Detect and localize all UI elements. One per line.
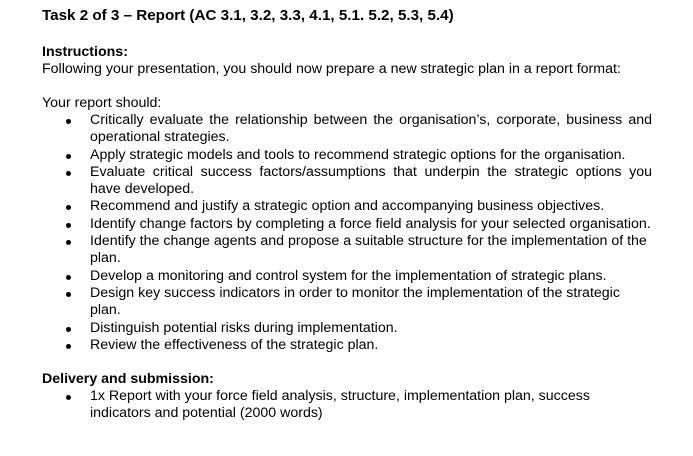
bullet-icon [66, 344, 71, 349]
list-item-text: Design key success indicators in order to monitor the implementation of the strategic plan. [90, 284, 620, 319]
list-item-text: Identify the change agents and propose a suitable structure for the implementation of the plan. [90, 233, 647, 267]
list-item [42, 233, 652, 268]
bullet-icon [66, 327, 71, 332]
list-item-text: Distinguish potential risks during implementation. [90, 319, 398, 336]
bullet-icon [66, 171, 71, 176]
list-item [42, 285, 652, 320]
list-item-text: Recommend and justify a strategic option and accompanying business objectives. [90, 198, 605, 215]
bullet-icon [66, 223, 71, 228]
list-item [42, 388, 652, 423]
list-item-text: 1x Report with your force field analysis, structure, implementation plan, success indicators and potential (2000 words) [90, 388, 590, 422]
spacer [42, 78, 693, 95]
task-title: Task 2 of 3 – Report (AC 3.1, 3.2, 3.3, 4.1, 5.1. 5.2, 5.3, 5.4) [42, 7, 454, 24]
bullet-icon [66, 119, 71, 124]
bullet-icon [66, 240, 71, 245]
list-item [42, 320, 652, 337]
bullet-icon [66, 395, 71, 400]
instructions-heading: Instructions: [42, 44, 128, 60]
report-requirements-list [42, 112, 693, 354]
list-item-text: Apply strategic models and tools to recommend strategic options for the organisation. [90, 146, 626, 163]
list-item [42, 337, 652, 354]
list-item [42, 112, 652, 147]
delivery-list [42, 388, 693, 423]
list-item-text: Review the effectiveness of the strategic plan. [90, 336, 379, 353]
list-item-text: Identify change factors by completing a force field analysis for your selected organisation. [90, 215, 651, 232]
instructions-text: Following your presentation, you should now prepare a new strategic plan in a report format: [42, 61, 621, 77]
list-item [42, 216, 652, 233]
list-item [42, 164, 652, 199]
delivery-heading: Delivery and submission: [42, 371, 214, 388]
bullet-icon [66, 275, 71, 280]
bullet-icon [66, 205, 71, 210]
list-item [42, 147, 652, 164]
list-item-text: Critically evaluate the relationship between the organisation’s, corporate, business and operational strategies. [90, 112, 652, 146]
list-item-text: Evaluate critical success factors/assumptions that underpin the strategic options you have developed. [90, 163, 652, 198]
list-item [42, 268, 652, 285]
bullet-icon [66, 154, 71, 159]
list-item [42, 198, 652, 215]
bullet-icon [66, 292, 71, 297]
report-intro: Your report should: [42, 95, 162, 111]
list-item-text: Develop a monitoring and control system for the implementation of strategic plans. [90, 267, 607, 284]
